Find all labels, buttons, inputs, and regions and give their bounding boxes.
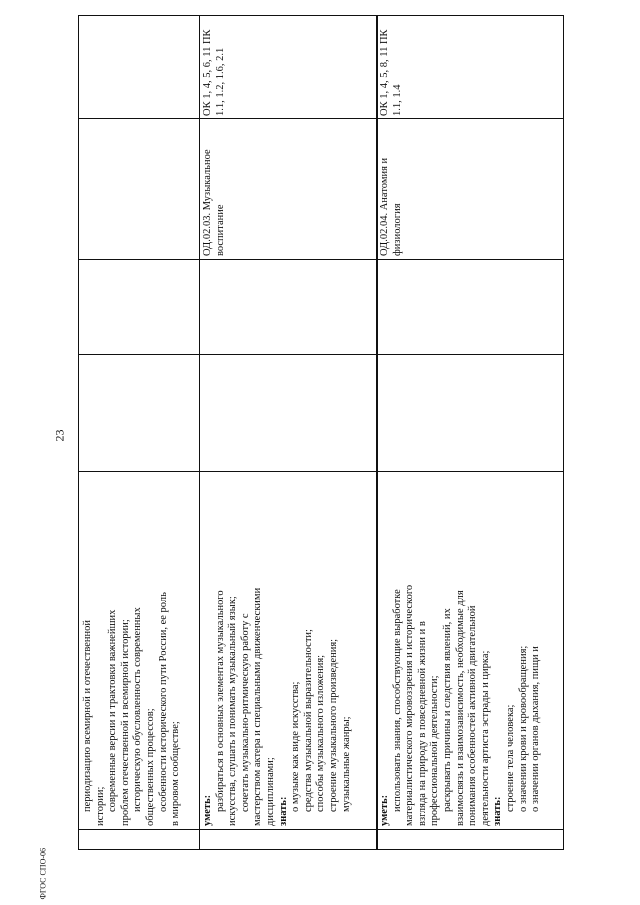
content-line: знать: [277,796,289,826]
content-line: разбираться в основных элементах музыкального [214,590,226,812]
row1-content [82,474,197,826]
content-line: знать: [492,796,504,826]
content-line: о значении органов дыхания, пищи и [530,646,542,812]
content-line: мастерством актера и специальными движенческими [252,587,264,826]
content-line: в мировом сообществе; [170,721,182,826]
content-line: взаимосвязь и взаимозависимость, необходимые для [454,590,466,826]
content-line: общественных процессов; [144,708,156,826]
content-line: музыкальные жанры; [340,716,352,812]
content-line: понимания особенностей активной двигательной [467,605,479,826]
col-divider [78,259,564,260]
content-line: средства музыкальной выразительности; [302,629,314,812]
content-line: взгляда на природу в повседневной жизни и в [416,621,428,826]
content-line: строение тела человека; [504,704,516,812]
content-line: о значении крови и кровообращения; [517,645,529,812]
content-line: способы музыкального изложения; [315,654,327,812]
page-number: 23 [52,429,67,442]
row2-competencies: ОК 1, 4, 5, 6, 11 ПК 1.1, 1.2, 1.6, 2.1 [202,29,226,116]
content-line: о музыке как виде искусства; [290,681,302,812]
footer-code: ФГОС СПО-06 [38,847,48,900]
content-line: уметь: [379,794,390,826]
row3-content [379,474,562,826]
content-line: деятельности артиста эстрады и цирка; [479,650,491,826]
content-line: историческую обусловленность современных [132,607,144,812]
row-divider [199,15,200,850]
row2-discipline: ОД.02.03. Музыкальное воспитание [202,149,226,256]
content-line: периодизацию всемирной и отечественной [82,619,93,812]
content-line: проблем отечественной и всемирной истории; [119,619,131,826]
content-line: профессиональной деятельности; [429,675,441,826]
content-line: использовать знания, способствующие выработке [391,589,403,812]
content-line: строение музыкального произведения; [327,638,339,812]
row3-competencies: ОК 1, 4, 5, 8, 11 ПК 1.1, 1.4 [379,29,403,116]
content-line: дисциплинами; [264,757,276,826]
content-line: материалистического мировоззрения и исторического [404,584,416,826]
content-line: современные версии и трактовки важнейших [107,609,119,812]
col-divider [78,471,564,472]
content-line: уметь: [202,794,213,826]
row-divider [376,15,378,850]
col-divider [78,354,564,355]
content-line: сочетать музыкально-ритмическую работу с [239,613,251,812]
rotated-table [78,15,564,850]
content-line: истории; [94,786,106,826]
col-divider [78,118,564,119]
row2-content [202,474,374,826]
col-divider [78,829,564,830]
content-line: раскрывать причины и следствия явлений, их [441,608,453,812]
content-line: искусства, слушать и понимать музыкальный язык; [227,596,239,826]
row3-discipline: ОД.02.04. Анатомия и физиология [379,157,403,256]
content-line: особенности исторического пути России, ее роль [157,592,169,812]
